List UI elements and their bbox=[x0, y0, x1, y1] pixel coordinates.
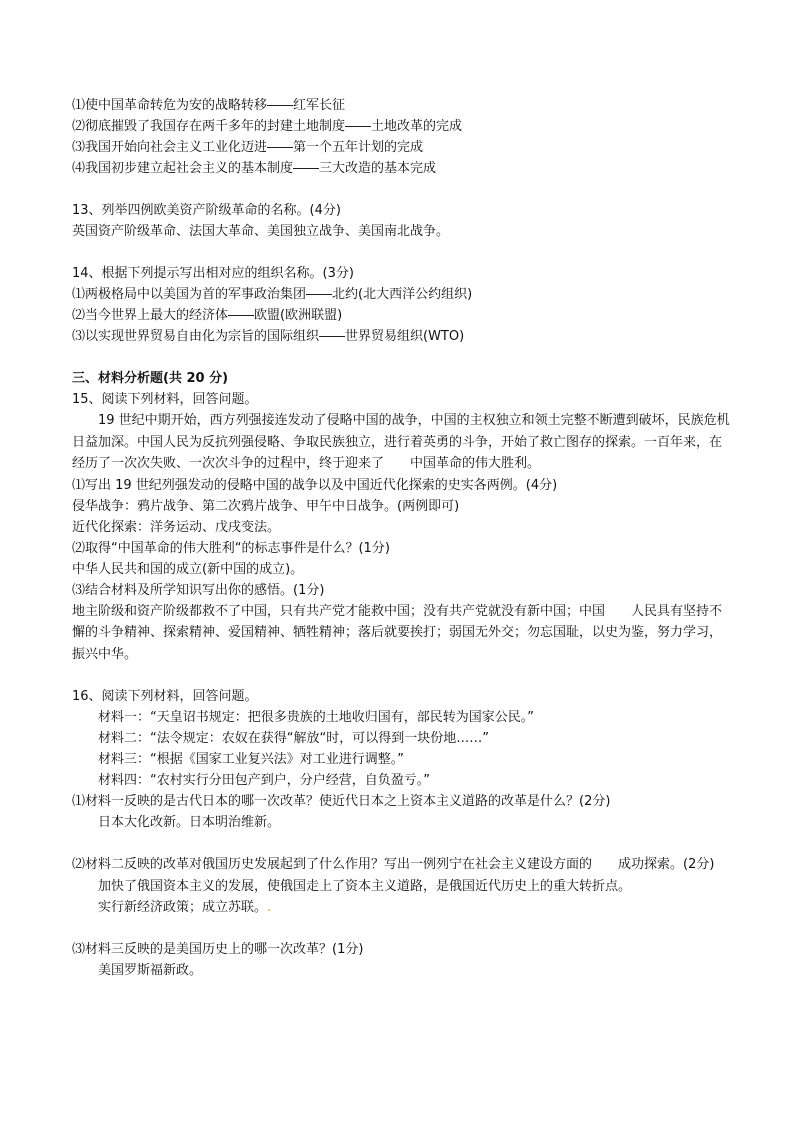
block1-item: ⑵彻底摧毁了我国存在两千多年的封建土地制度――土地改革的完成 bbox=[72, 119, 463, 134]
q16-material: 材料四：“农村实行分田包产到户，分户经营，自负盈亏。” bbox=[98, 773, 430, 788]
section-3-heading: 三、材料分析题(共 20 分) bbox=[72, 371, 229, 386]
exam-page bbox=[72, 95, 732, 981]
q15-answer2: 中华人民共和国的成立(新中国的成立)。 bbox=[72, 561, 304, 577]
q13-question: 13、列举四例欧美资产阶级革命的名称。(4分) bbox=[72, 203, 341, 218]
q14-item: ⑴两极格局中以美国为首的军事政治集团――北约(北大西洋公约组织) bbox=[72, 287, 473, 302]
q15-answer1a: 侵华战争：鸦片战争、第二次鸦片战争、甲午中日战争。(两例即可) bbox=[72, 498, 460, 514]
q15-sub3: ⑶结合材料及所学知识写出你的感悟。(1分) bbox=[72, 582, 325, 598]
block1 bbox=[72, 95, 732, 179]
q15-sub1: ⑴写出 19 世纪列强发动的侵略中国的战争以及中国近代化探索的史实各两例。(4分) bbox=[72, 477, 558, 493]
q16-answer1: 日本大化改新。日本明治维新。 bbox=[98, 815, 281, 830]
q16-answer2b-mark: . bbox=[267, 899, 272, 915]
q15-answer3: 地主阶级和资产阶级都救不了中国，只有共产党才能救中国；没有共产党就没有新中国；中国 人民具有坚持不懈的斗争精神、探索精神、爱国精神、牺牲精神；落后就要挨打；弱国无外交；勿忘国耻，以史为鉴，努力学习，振兴中华。 bbox=[72, 603, 723, 662]
block1-item: ⑶我国开始向社会主义工业化迈进――第一个五年计划的完成 bbox=[72, 140, 424, 155]
question-16 bbox=[72, 686, 732, 981]
q16-answer2b-line bbox=[72, 897, 732, 918]
q16-sub2: ⑵材料二反映的改革对俄国历史发展起到了什么作用？写出一例列宁在社会主义建设方面的 成功探索。(2分) bbox=[72, 857, 715, 872]
block1-item: ⑷我国初步建立起社会主义的基本制度――三大改造的基本完成 bbox=[72, 161, 437, 176]
q16-answer2a: 加快了俄国资本主义的发展，使俄国走上了资本主义道路，是俄国近代历史上的重大转折点。 bbox=[98, 878, 632, 894]
block1-item: ⑴使中国革命转危为安的战略转移――红军长征 bbox=[72, 98, 346, 113]
q16-sub3: ⑶材料三反映的是美国历史上的哪一次改革？(1分) bbox=[72, 941, 364, 957]
q13-answer: 英国资产阶级革命、法国大革命、美国独立战争、美国南北战争。 bbox=[72, 224, 450, 239]
question-14 bbox=[72, 263, 732, 347]
q14-question: 14、根据下列提示写出相对应的组织名称。(3分) bbox=[72, 266, 354, 281]
q14-item: ⑵当今世界上最大的经济体――欧盟(欧洲联盟) bbox=[72, 308, 343, 323]
q16-question: 16、阅读下列材料，回答问题。 bbox=[72, 689, 258, 704]
question-13 bbox=[72, 200, 732, 242]
q16-answer3: 美国罗斯福新政。 bbox=[98, 962, 203, 978]
q16-answer2b: 实行新经济政策；成立苏联。 bbox=[98, 899, 268, 915]
q16-material: 材料二：“法令规定：农奴在获得“解放“时，可以得到一块份地……” bbox=[98, 731, 489, 746]
q15-passage: 19 世纪中期开始，西方列强接连发动了侵略中国的战争，中国的主权独立和领土完整不断遭到破坏，民族危机日益加深。中国人民为反抗列强侵略、争取民族独立，进行着英勇的斗争，开始了救亡图存的探索。一百年来，在经历了一次次失败、一次次斗争的过程中，终于迎来了 中国革命的伟大胜利。 bbox=[72, 413, 730, 471]
q15-answer1b: 近代化探索：洋务运动、戊戌变法。 bbox=[72, 519, 281, 535]
q15-sub2: ⑵取得“中国革命的伟大胜利“的标志事件是什么？(1分) bbox=[72, 540, 390, 556]
question-15 bbox=[72, 389, 732, 665]
q14-item: ⑶以实现世界贸易自由化为宗旨的国际组织――世界贸易组织(WTO) bbox=[72, 329, 465, 344]
q15-question: 15、阅读下列材料，回答问题。 bbox=[72, 392, 258, 407]
q16-material: 材料一：“天皇诏书规定：把很多贵族的土地收归国有，部民转为国家公民。” bbox=[98, 710, 534, 725]
q16-material: 材料三：“根据《国家工业复兴法》对工业进行调整。” bbox=[98, 752, 404, 767]
q16-sub1: ⑴材料一反映的是古代日本的哪一次改革？使近代日本之上资本主义道路的改革是什么？(2分) bbox=[72, 794, 611, 809]
